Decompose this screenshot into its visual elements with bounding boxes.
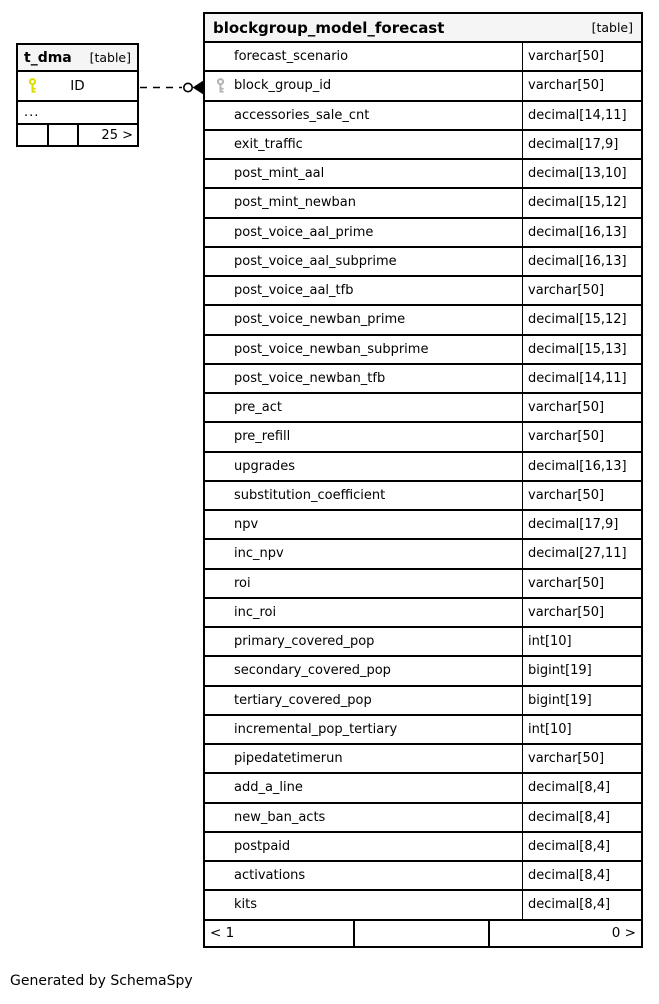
column-row-tertiary_covered_pop xyxy=(205,687,641,716)
column-row-post_voice_aal_prime xyxy=(205,219,641,248)
column-type: decimal[8,4] xyxy=(528,809,611,825)
column-row-postpaid xyxy=(205,833,641,862)
column-row-pre_act xyxy=(205,394,641,423)
column-name: accessories_sale_cnt xyxy=(205,102,523,129)
column-name: exit_traffic xyxy=(205,131,523,158)
column-name: post_mint_newban xyxy=(205,189,523,216)
relationship-connector xyxy=(139,76,203,99)
column-row-pre_refill xyxy=(205,423,641,452)
column-name: npv xyxy=(205,511,523,538)
column-type: decimal[14,11] xyxy=(528,370,627,386)
column-type: decimal[16,13] xyxy=(528,458,627,474)
table-t-dma-footer xyxy=(18,125,137,145)
column-type: varchar[50] xyxy=(528,78,605,94)
footer-cell-middle xyxy=(49,125,79,145)
column-type: varchar[50] xyxy=(528,283,605,299)
column-name: tertiary_covered_pop xyxy=(205,687,523,714)
column-name: new_ban_acts xyxy=(205,804,523,831)
column-type: bigint[19] xyxy=(528,692,592,708)
zero-or-one-circle-icon xyxy=(184,83,192,91)
column-row-activations xyxy=(205,862,641,891)
column-name: block_group_id xyxy=(205,72,523,99)
footer-cell-children: 0 > xyxy=(611,925,636,942)
column-row-upgrades xyxy=(205,453,641,482)
column-row-post_mint_aal xyxy=(205,160,641,189)
column-type: decimal[8,4] xyxy=(528,897,611,913)
column-type: varchar[50] xyxy=(528,429,605,445)
table-name: blockgroup_model_forecast xyxy=(213,18,445,37)
footer-cell-parents xyxy=(18,125,49,145)
table-name: t_dma xyxy=(24,49,72,66)
table-tag: [table] xyxy=(591,20,633,35)
table-t-dma-header[interactable] xyxy=(18,45,137,72)
column-name: secondary_covered_pop xyxy=(205,657,523,684)
column-row-id xyxy=(18,72,137,102)
column-row-post_voice_newban_prime xyxy=(205,306,641,335)
column-row-add_a_line xyxy=(205,774,641,803)
column-name: post_mint_aal xyxy=(205,160,523,187)
column-type: varchar[50] xyxy=(528,604,605,620)
table-blockgroup-model-forecast-header[interactable] xyxy=(205,14,641,43)
column-type: varchar[50] xyxy=(528,49,605,65)
column-type: decimal[17,9] xyxy=(528,136,619,152)
column-row-inc_npv xyxy=(205,540,641,569)
crowfoot-arrow-icon xyxy=(193,81,204,94)
primary-key-icon xyxy=(27,78,38,95)
column-name: post_voice_aal_subprime xyxy=(205,248,523,275)
column-name: inc_npv xyxy=(205,540,523,567)
column-type: bigint[19] xyxy=(528,663,592,679)
column-type: decimal[17,9] xyxy=(528,517,619,533)
column-type: decimal[15,12] xyxy=(528,195,627,211)
column-name: post_voice_newban_prime xyxy=(205,306,523,333)
column-type: decimal[8,4] xyxy=(528,868,611,884)
table-blockgroup-model-forecast xyxy=(203,12,643,948)
column-name: post_voice_newban_subprime xyxy=(205,336,523,363)
column-type: decimal[15,12] xyxy=(528,312,627,328)
column-name: add_a_line xyxy=(205,774,523,801)
column-type: varchar[50] xyxy=(528,487,605,503)
column-row-forecast_scenario xyxy=(205,43,641,72)
column-row-post_voice_newban_tfb xyxy=(205,365,641,394)
footer-cell-parents: < 1 xyxy=(205,921,355,947)
column-row-accessories_sale_cnt xyxy=(205,102,641,131)
column-type: decimal[13,10] xyxy=(528,166,627,182)
column-row-post_voice_aal_tfb xyxy=(205,277,641,306)
foreign-key-icon xyxy=(215,77,226,94)
column-name: kits xyxy=(205,891,523,918)
column-row-block_group_id xyxy=(205,72,641,101)
column-row-secondary_covered_pop xyxy=(205,657,641,686)
column-type: decimal[27,11] xyxy=(528,546,627,562)
column-name: postpaid xyxy=(205,833,523,860)
table-tag: [table] xyxy=(89,50,131,65)
column-name: activations xyxy=(205,862,523,889)
column-type: decimal[8,4] xyxy=(528,838,611,854)
column-name: roi xyxy=(205,570,523,597)
column-type: decimal[8,4] xyxy=(528,780,611,796)
column-row-inc_roi xyxy=(205,599,641,628)
column-type: varchar[50] xyxy=(528,751,605,767)
column-row-post_mint_newban xyxy=(205,189,641,218)
column-type: int[10] xyxy=(528,721,572,737)
column-name: post_voice_aal_prime xyxy=(205,219,523,246)
footer-cell-children: 25 > xyxy=(101,127,133,143)
generator-note: Generated by SchemaSpy xyxy=(10,973,193,989)
column-row-new_ban_acts xyxy=(205,804,641,833)
column-type: decimal[14,11] xyxy=(528,107,627,123)
column-name: forecast_scenario xyxy=(205,43,523,70)
column-name: pre_act xyxy=(205,394,523,421)
column-row-primary_covered_pop xyxy=(205,628,641,657)
main-table-rows xyxy=(205,43,641,921)
column-name: upgrades xyxy=(205,453,523,480)
column-type: decimal[15,13] xyxy=(528,341,627,357)
column-name: pipedatetimerun xyxy=(205,745,523,772)
column-row-pipedatetimerun xyxy=(205,745,641,774)
table-t-dma xyxy=(16,43,139,147)
footer-cell-middle xyxy=(355,921,490,947)
column-name: inc_roi xyxy=(205,599,523,626)
column-row-substitution_coefficient xyxy=(205,482,641,511)
column-type: decimal[16,13] xyxy=(528,253,627,269)
column-name: primary_covered_pop xyxy=(205,628,523,655)
column-type: varchar[50] xyxy=(528,575,605,591)
column-type: decimal[16,13] xyxy=(528,224,627,240)
column-type: varchar[50] xyxy=(528,400,605,416)
column-name: pre_refill xyxy=(205,423,523,450)
column-row-post_voice_aal_subprime xyxy=(205,248,641,277)
column-row-roi xyxy=(205,570,641,599)
column-row-post_voice_newban_subprime xyxy=(205,336,641,365)
column-name: ID xyxy=(70,78,85,94)
column-row-exit_traffic xyxy=(205,131,641,160)
table-blockgroup-model-forecast-footer xyxy=(205,921,641,947)
collapsed-columns-ellipsis: ... xyxy=(18,102,137,125)
column-row-kits xyxy=(205,891,641,920)
column-name: substitution_coefficient xyxy=(205,482,523,509)
column-name: incremental_pop_tertiary xyxy=(205,716,523,743)
column-type: int[10] xyxy=(528,634,572,650)
column-name: post_voice_aal_tfb xyxy=(205,277,523,304)
column-row-npv xyxy=(205,511,641,540)
column-row-incremental_pop_tertiary xyxy=(205,716,641,745)
column-name: post_voice_newban_tfb xyxy=(205,365,523,392)
